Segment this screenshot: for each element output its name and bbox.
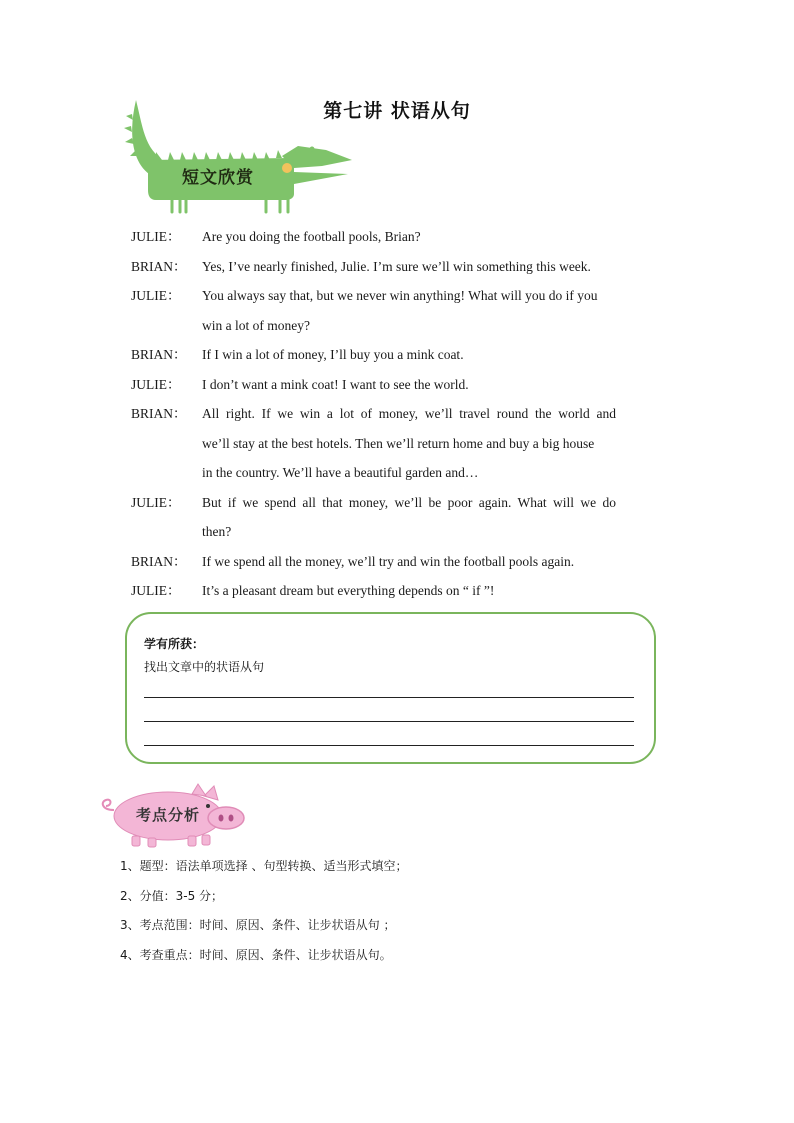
dialogue-line bbox=[131, 495, 631, 525]
exam-point: 1、题型：语法单项选择 、句型转换、适当形式填空； bbox=[120, 859, 408, 873]
utterance: All right. If we win a lot of money, we’ll travel round the world and bbox=[202, 406, 616, 421]
utterance-continued: then? bbox=[202, 524, 232, 539]
utterance: It’s a pleasant dream but everything depends on “ if ”! bbox=[202, 583, 495, 598]
dialogue-line bbox=[131, 554, 631, 584]
dialogue-line bbox=[131, 229, 631, 259]
answer-line[interactable] bbox=[144, 721, 634, 722]
utterance-continued: in the country. We’ll have a beautiful garden and… bbox=[202, 465, 479, 480]
exam-point: 2、分值：3-5 分； bbox=[120, 888, 224, 903]
page-title: 第七讲 状语从句 bbox=[323, 100, 471, 122]
utterance-continued: win a lot of money? bbox=[202, 317, 310, 333]
utterance: Are you doing the football pools, Brian? bbox=[202, 229, 421, 244]
dialogue bbox=[131, 229, 631, 613]
speaker: JULIE： bbox=[131, 376, 181, 392]
speaker: JULIE： bbox=[131, 288, 181, 303]
dialogue-continuation bbox=[131, 436, 631, 466]
exam-points bbox=[120, 858, 407, 976]
speaker: BRIAN： bbox=[131, 406, 187, 421]
section-label-reading: 短文欣赏 bbox=[182, 168, 254, 188]
speaker: BRIAN： bbox=[131, 258, 187, 274]
exercise-box bbox=[125, 612, 656, 764]
utterance-continued: we’ll stay at the best hotels. Then we’ll return home and buy a big house bbox=[202, 435, 595, 451]
utterance: Yes, I’ve nearly finished, Julie. I’m sure we’ll win something this week. bbox=[202, 258, 591, 274]
dialogue-line bbox=[131, 288, 631, 318]
exercise-title: 学有所获： bbox=[144, 637, 205, 651]
dialogue-line bbox=[131, 259, 631, 289]
speaker: JULIE： bbox=[131, 583, 181, 598]
speaker: JULIE： bbox=[131, 494, 181, 510]
dialogue-line bbox=[131, 377, 631, 407]
exercise-prompt: 找出文章中的状语从句 bbox=[144, 660, 265, 674]
utterance: If I win a lot of money, I’ll buy you a mink coat. bbox=[202, 347, 464, 362]
dialogue-continuation bbox=[131, 524, 631, 554]
utterance: But if we spend all that money, we’ll be poor again. What will we do bbox=[202, 494, 616, 510]
dialogue-line bbox=[131, 406, 631, 436]
exam-point: 4、考查重点：时间、原因、条件、让步状语从句。 bbox=[120, 947, 392, 962]
crocodile-illustration bbox=[122, 94, 354, 216]
section-label-analysis: 考点分析 bbox=[136, 806, 201, 824]
exam-point: 3、考点范围：时间、原因、条件、让步状语从句 ； bbox=[120, 918, 396, 932]
dialogue-continuation bbox=[131, 318, 631, 348]
utterance: I don’t want a mink coat! I want to see the world. bbox=[202, 376, 469, 392]
dialogue-continuation bbox=[131, 465, 631, 495]
speaker: JULIE： bbox=[131, 229, 181, 244]
utterance: You always say that, but we never win anything! What will you do if you bbox=[202, 288, 598, 303]
speaker: BRIAN： bbox=[131, 553, 187, 569]
dialogue-line bbox=[131, 347, 631, 377]
answer-line[interactable] bbox=[144, 745, 634, 746]
utterance: If we spend all the money, we’ll try and win the football pools again. bbox=[202, 553, 575, 569]
answer-line[interactable] bbox=[144, 697, 634, 698]
speaker: BRIAN： bbox=[131, 347, 187, 362]
dialogue-line bbox=[131, 583, 631, 613]
